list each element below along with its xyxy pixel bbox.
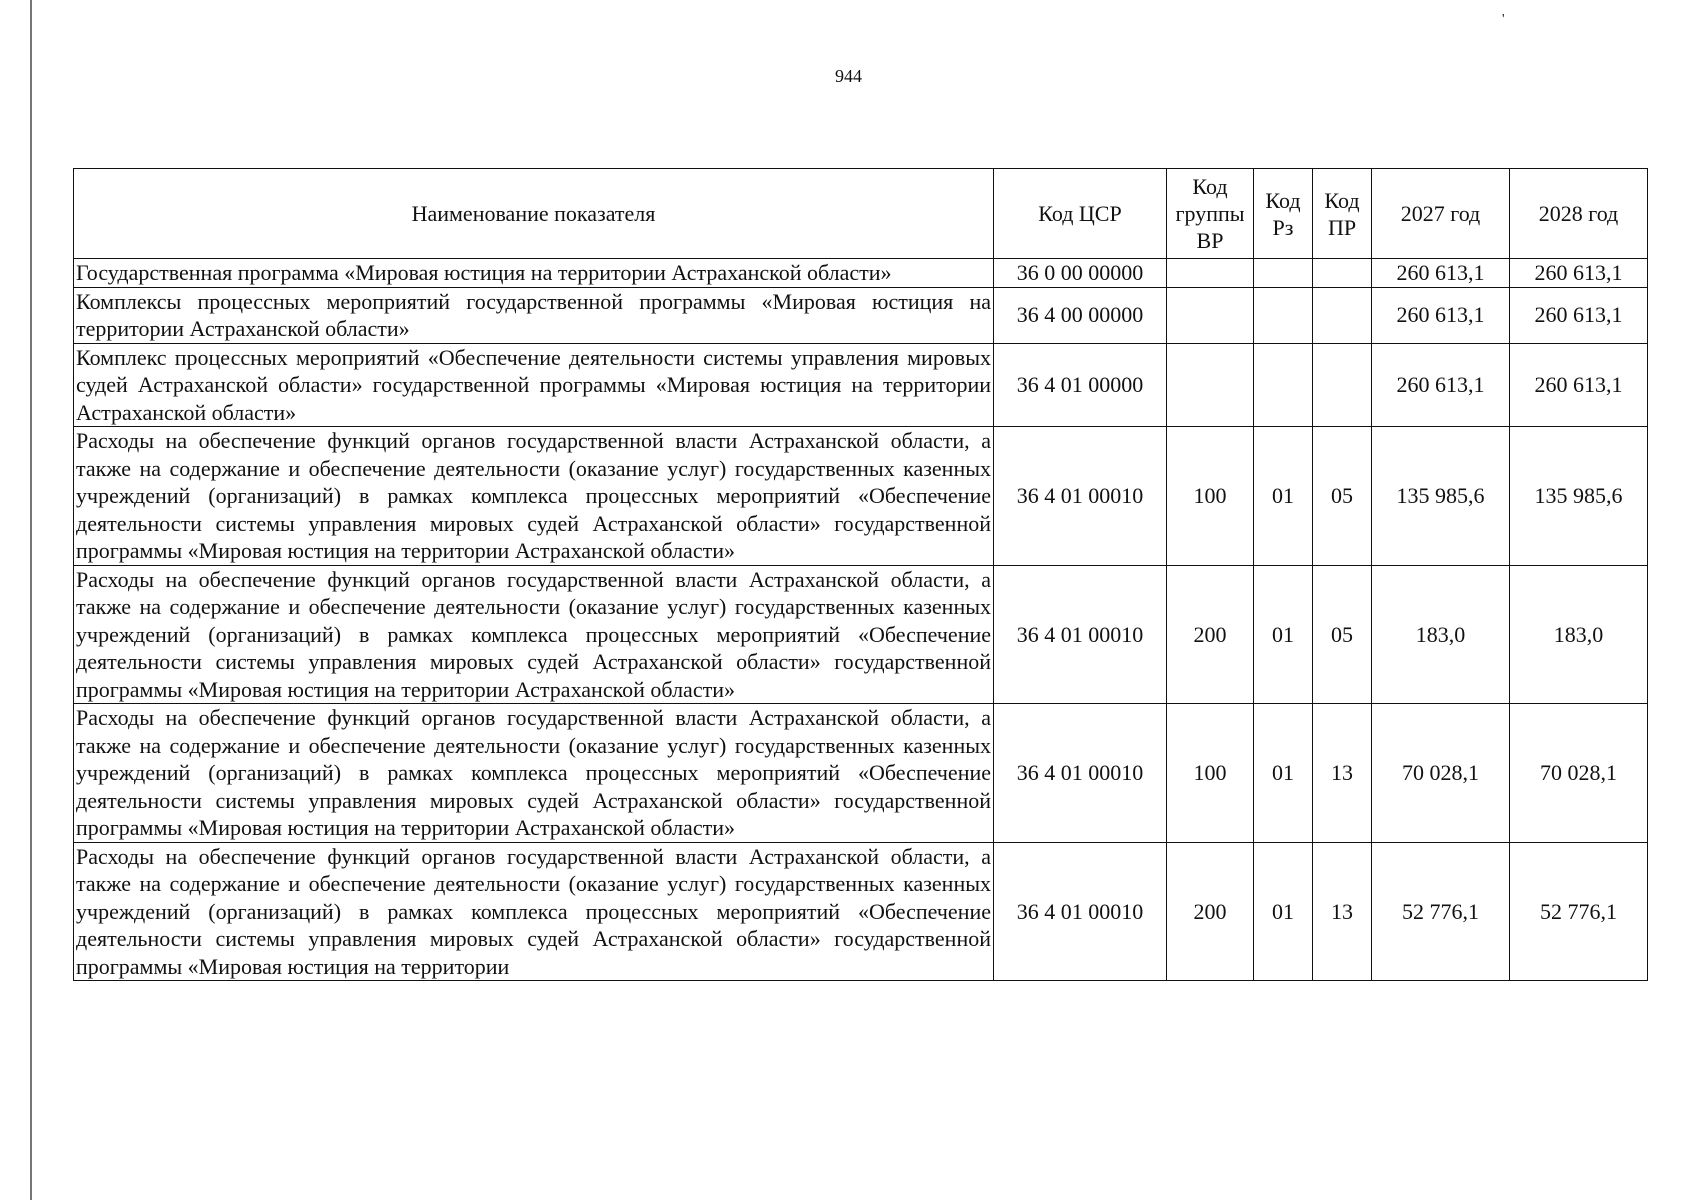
table-header-row xyxy=(74,169,1648,259)
row-year-2028: 135 985,6 xyxy=(1510,427,1648,566)
row-name: Расходы на обеспечение функций органов государственной власти Астраханской области, а также на содержание и обеспечение деятельности (оказание услуг) государственных казенных учреждений (организаций) в рамках комплекса процессных мероприятий «Обеспечение деятельности системы управления мировых судей Астраханской области» государственной программы «Мировая юстиция на территории xyxy=(74,842,994,981)
row-year-2028: 260 613,1 xyxy=(1510,287,1648,343)
row-csr-code: 36 4 00 00000 xyxy=(994,287,1167,343)
header-pr-code: Код ПР xyxy=(1313,169,1372,259)
row-year-2028: 260 613,1 xyxy=(1510,343,1648,427)
header-rz-code: Код Рз xyxy=(1254,169,1313,259)
row-rz-code: 01 xyxy=(1254,565,1313,704)
row-csr-code: 36 4 01 00000 xyxy=(994,343,1167,427)
row-pr-code xyxy=(1313,343,1372,427)
header-year-2027: 2027 год xyxy=(1372,169,1510,259)
table-row xyxy=(74,842,1648,981)
row-csr-code: 36 0 00 00000 xyxy=(994,259,1167,288)
row-name: Комплексы процессных мероприятий государственной программы «Мировая юстиция на территории Астраханской области» xyxy=(74,287,994,343)
row-rz-code: 01 xyxy=(1254,842,1313,981)
header-vr-code: Код группы ВР xyxy=(1167,169,1254,259)
header-name: Наименование показателя xyxy=(74,169,994,259)
header-csr-code: Код ЦСР xyxy=(994,169,1167,259)
row-name: Комплекс процессных мероприятий «Обеспечение деятельности системы управления мировых судей Астраханской области» государственной программы «Мировая юстиция на территории Астраханской области» xyxy=(74,343,994,427)
header-year-2028: 2028 год xyxy=(1510,169,1648,259)
row-vr-code xyxy=(1167,287,1254,343)
row-vr-code: 200 xyxy=(1167,565,1254,704)
row-year-2027: 260 613,1 xyxy=(1372,343,1510,427)
row-pr-code xyxy=(1313,287,1372,343)
table-row xyxy=(74,287,1648,343)
row-pr-code xyxy=(1313,259,1372,288)
row-csr-code: 36 4 01 00010 xyxy=(994,704,1167,843)
scan-left-edge xyxy=(30,0,32,1200)
row-rz-code xyxy=(1254,259,1313,288)
row-pr-code: 13 xyxy=(1313,842,1372,981)
table-row xyxy=(74,259,1648,288)
row-pr-code: 05 xyxy=(1313,565,1372,704)
row-year-2027: 260 613,1 xyxy=(1372,287,1510,343)
row-vr-code: 100 xyxy=(1167,704,1254,843)
row-vr-code: 100 xyxy=(1167,427,1254,566)
row-year-2027: 70 028,1 xyxy=(1372,704,1510,843)
row-year-2027: 52 776,1 xyxy=(1372,842,1510,981)
row-year-2028: 52 776,1 xyxy=(1510,842,1648,981)
row-year-2027: 183,0 xyxy=(1372,565,1510,704)
row-rz-code xyxy=(1254,343,1313,427)
row-name: Расходы на обеспечение функций органов государственной власти Астраханской области, а также на содержание и обеспечение деятельности (оказание услуг) государственных казенных учреждений (организаций) в рамках комплекса процессных мероприятий «Обеспечение деятельности системы управления мировых судей Астраханской области» государственной программы «Мировая юстиция на территории Астраханской области» xyxy=(74,427,994,566)
row-rz-code: 01 xyxy=(1254,427,1313,566)
row-name: Расходы на обеспечение функций органов государственной власти Астраханской области, а также на содержание и обеспечение деятельности (оказание услуг) государственных казенных учреждений (организаций) в рамках комплекса процессных мероприятий «Обеспечение деятельности системы управления мировых судей Астраханской области» государственной программы «Мировая юстиция на территории Астраханской области» xyxy=(74,704,994,843)
row-vr-code xyxy=(1167,259,1254,288)
table-row xyxy=(74,343,1648,427)
row-csr-code: 36 4 01 00010 xyxy=(994,427,1167,566)
row-year-2027: 135 985,6 xyxy=(1372,427,1510,566)
page-corner-mark: ' xyxy=(1502,12,1505,27)
row-name: Государственная программа «Мировая юстиция на территории Астраханской области» xyxy=(74,259,994,288)
table-row xyxy=(74,704,1648,843)
row-vr-code: 200 xyxy=(1167,842,1254,981)
row-pr-code: 05 xyxy=(1313,427,1372,566)
budget-table xyxy=(73,168,1648,981)
row-pr-code: 13 xyxy=(1313,704,1372,843)
table-row xyxy=(74,565,1648,704)
row-name: Расходы на обеспечение функций органов государственной власти Астраханской области, а также на содержание и обеспечение деятельности (оказание услуг) государственных казенных учреждений (организаций) в рамках комплекса процессных мероприятий «Обеспечение деятельности системы управления мировых судей Астраханской области» государственной программы «Мировая юстиция на территории Астраханской области» xyxy=(74,565,994,704)
row-csr-code: 36 4 01 00010 xyxy=(994,842,1167,981)
row-vr-code xyxy=(1167,343,1254,427)
row-year-2028: 183,0 xyxy=(1510,565,1648,704)
row-csr-code: 36 4 01 00010 xyxy=(994,565,1167,704)
row-rz-code: 01 xyxy=(1254,704,1313,843)
row-year-2027: 260 613,1 xyxy=(1372,259,1510,288)
table-row xyxy=(74,427,1648,566)
row-year-2028: 70 028,1 xyxy=(1510,704,1648,843)
row-rz-code xyxy=(1254,287,1313,343)
row-year-2028: 260 613,1 xyxy=(1510,259,1648,288)
page-number: 944 xyxy=(835,66,862,86)
